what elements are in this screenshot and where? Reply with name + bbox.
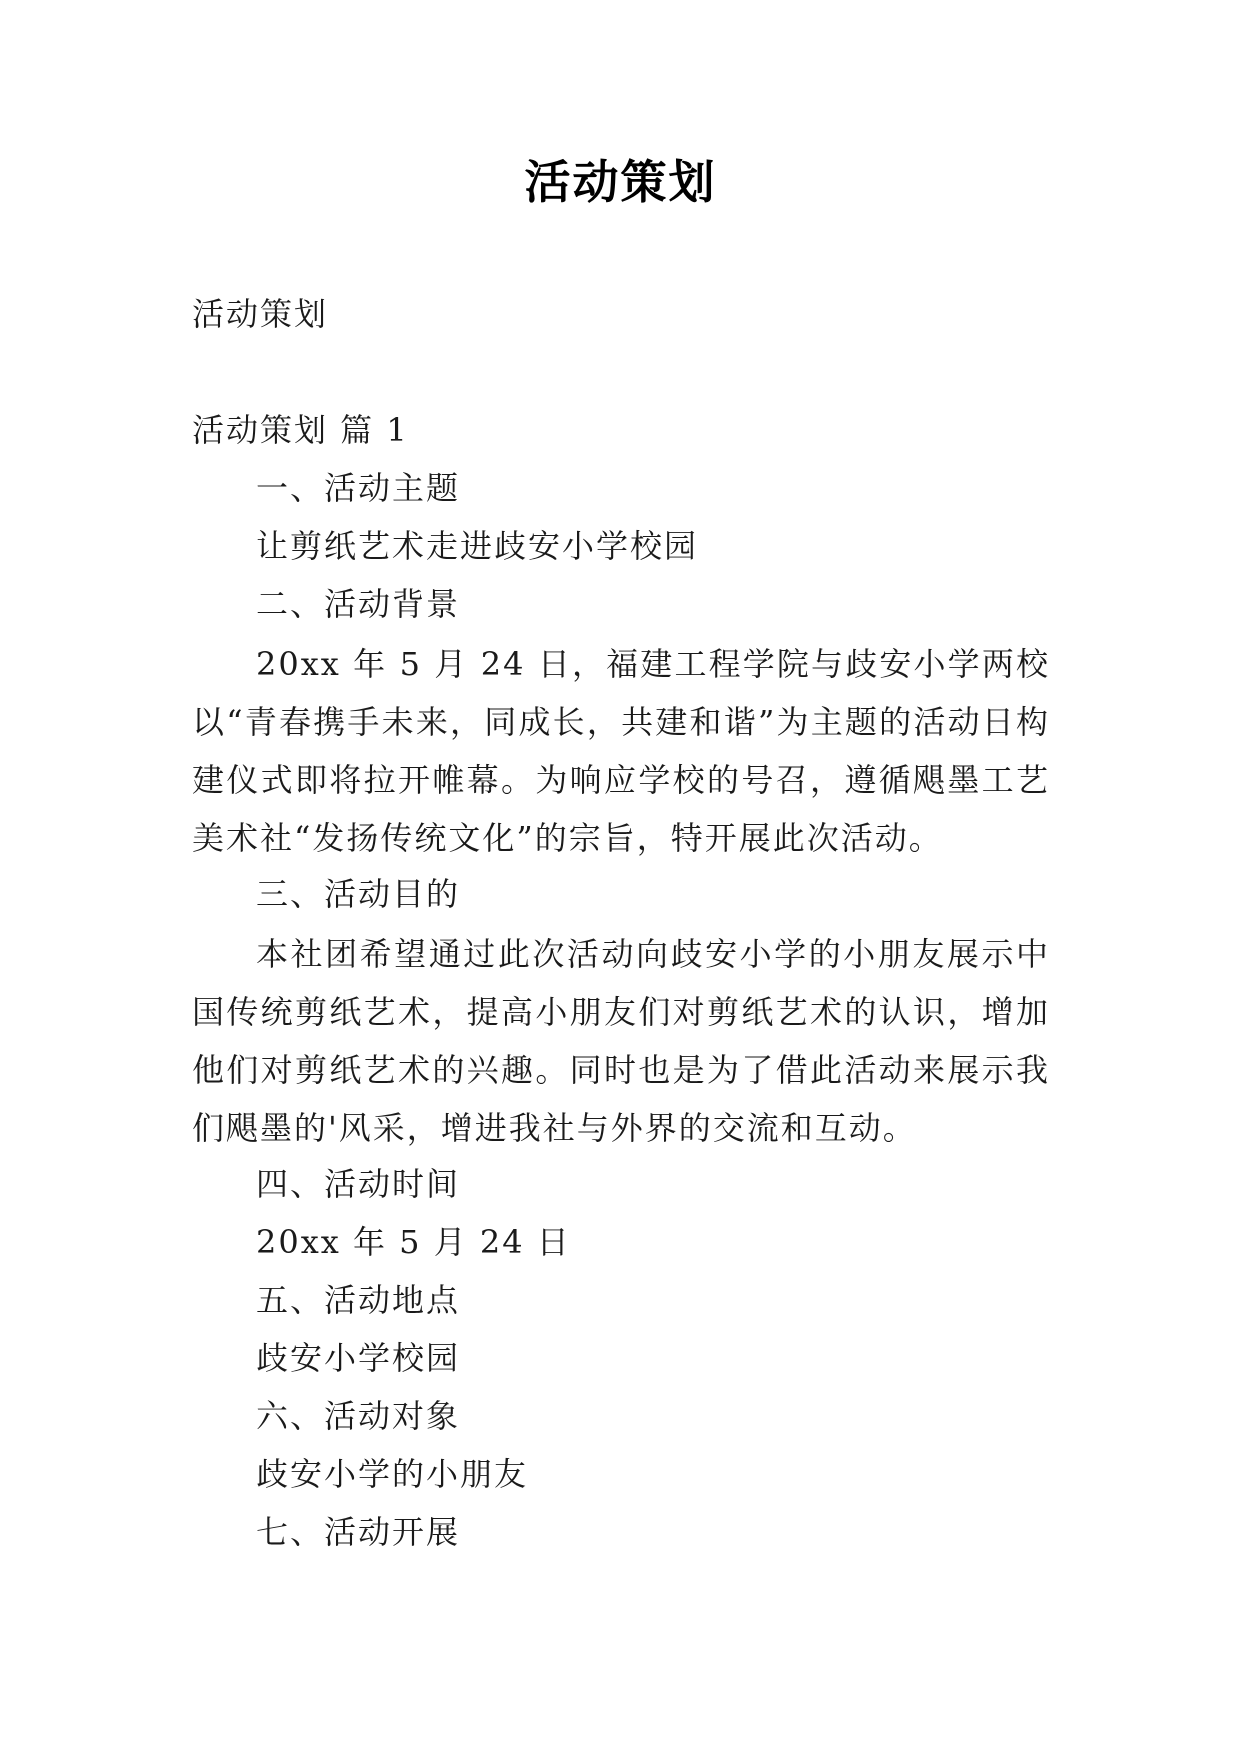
paragraph-theme: 让剪纸艺术走进歧安小学校园 [256,527,699,565]
heading-theme: 一、活动主题 [256,469,461,507]
paragraph-location: 歧安小学校园 [256,1339,461,1377]
heading-execution: 七、活动开展 [256,1513,461,1551]
document-title: 活动策划 [524,155,717,209]
heading-time: 四、活动时间 [256,1165,461,1203]
paragraph-time: 20xx 年 5 月 24 日 [256,1223,571,1261]
paragraph-audience: 歧安小学的小朋友 [256,1455,529,1493]
document-subtitle: 活动策划 [192,295,329,333]
heading-purpose: 三、活动目的 [256,875,461,913]
heading-location: 五、活动地点 [256,1281,461,1319]
section-heading: 活动策划 篇 1 [192,411,409,449]
paragraph-purpose: 本社团希望通过此次活动向歧安小学的小朋友展示中国传统剪纸艺术，提高小朋友们对剪纸艺术的认识，增加他们对剪纸艺术的兴趣。同时也是为了借此活动来展示我们飓墨的'风采，增进我社与外界的交流和互动。 [192,935,1050,1147]
paragraph-background: 20xx 年 5 月 24 日，福建工程学院与歧安小学两校以“青春携手未来，同成长，共建和谐”为主题的活动日构建仪式即将拉开帷幕。为响应学校的号召，遵循飓墨工艺美术社“发扬传统文化”的宗旨，特开展此次活动。 [192,645,1050,857]
heading-audience: 六、活动对象 [256,1397,461,1435]
heading-background: 二、活动背景 [256,585,461,623]
